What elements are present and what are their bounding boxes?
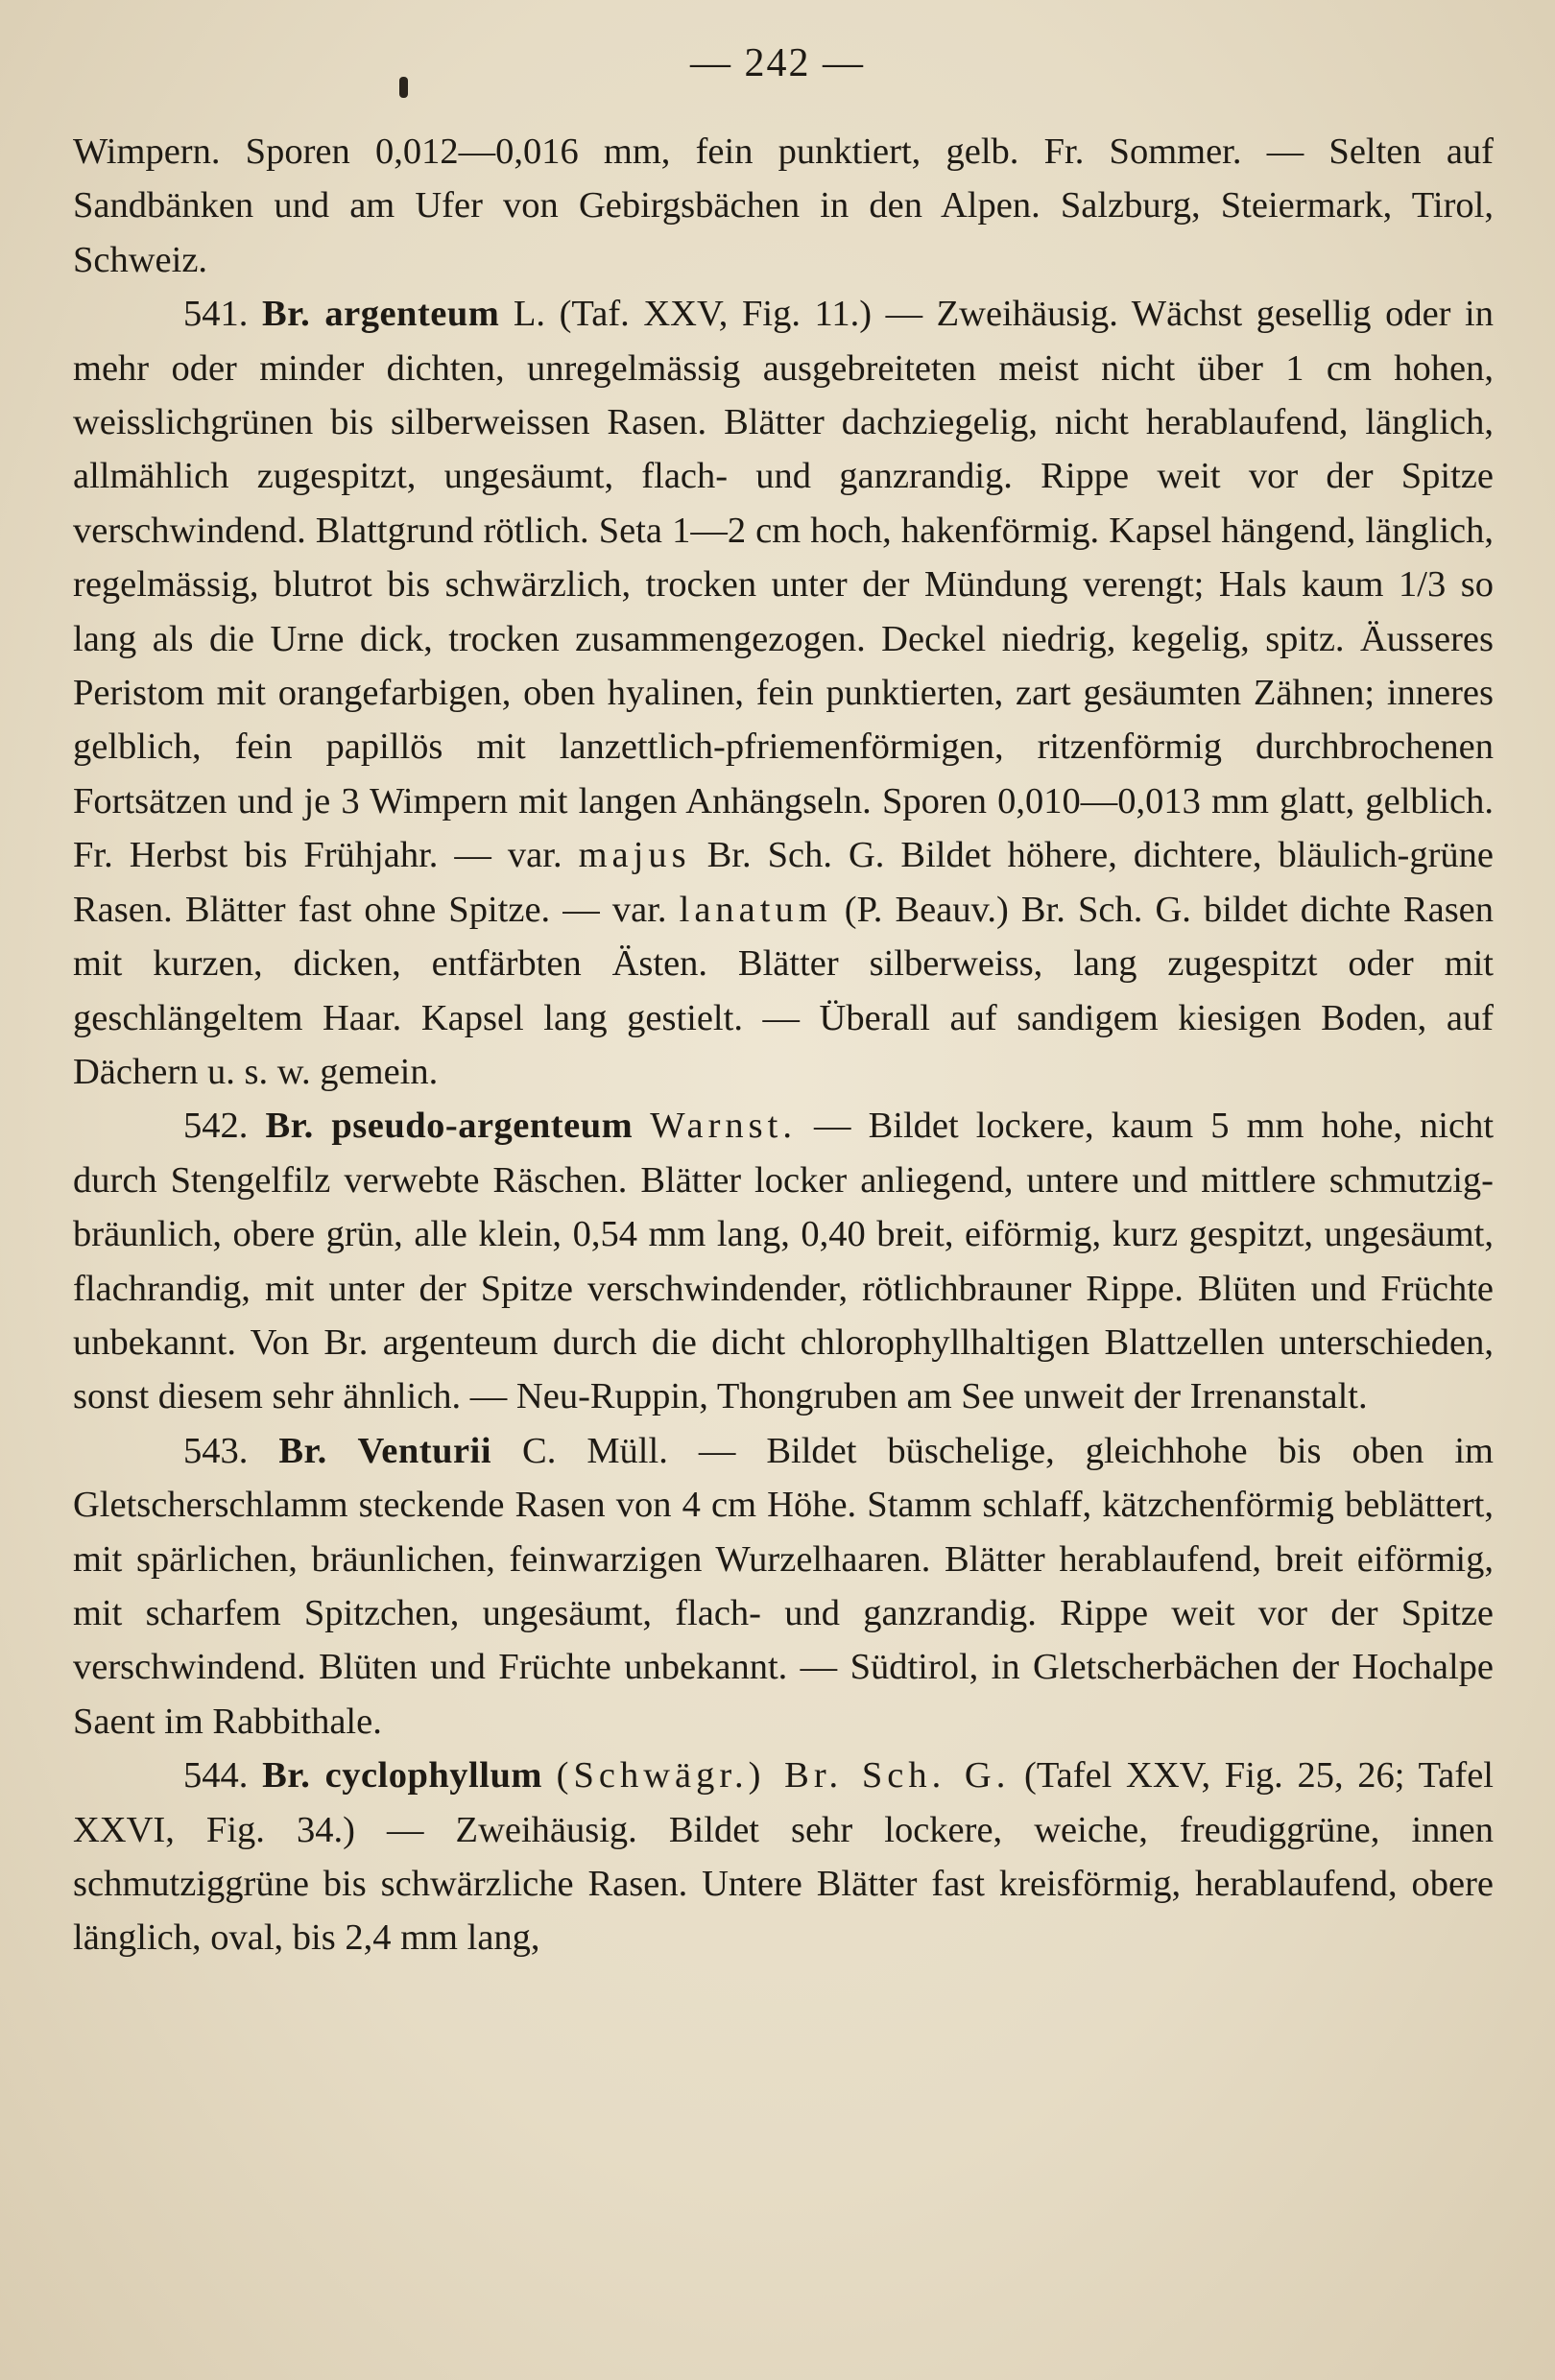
species-name: Br. Venturii bbox=[278, 1430, 492, 1471]
ink-mark bbox=[399, 77, 408, 98]
author-name: Warnst. bbox=[650, 1106, 797, 1147]
entry-number: 543. bbox=[183, 1430, 279, 1471]
entry-number: 544. bbox=[183, 1755, 263, 1797]
entry-543: 543. Br. Venturii C. Müll. — Bildet büschelige, gleichhohe bis oben im Gletscherschlamm steckende Rasen von 4 cm Höhe. Stamm schlaff, kätzchenförmig beblättert, mit spärlichen, bräunlichen, feinwarzigen Wurzelhaaren. Blätter herablaufend, breit eiförmig, mit scharfem Spitzchen, ungesäumt, flach- und ganzrandig. Rippe weit vor der Spitze verschwindend. Blüten und Früchte unbekannt. — Südtirol, in Gletscherbächen der Hochalpe Saent im Rabbithale. bbox=[73, 1430, 1495, 1742]
species-name: Br. argenteum bbox=[261, 294, 500, 335]
entry-number: 541. bbox=[183, 294, 262, 335]
paragraph-continuation: Wimpern. Sporen 0,012—0,016 mm, fein punktiert, gelb. Fr. Sommer. — Selten auf Sandbänken und am Ufer von Gebirgsbächen in den Alpen. Salzburg, Steiermark, Tirol, Schweiz. bbox=[73, 131, 1494, 280]
entry-541: 541. Br. argenteum L. (Taf. XXV, Fig. 11.) — Zweihäusig. Wächst gesellig oder in mehr oder minder dichten, unregelmässig ausgebreiteten meist nicht über 1 cm hohen, weisslichgrünen bis silberweissen Rasen. Blätter dachziegelig, nicht herablaufend, länglich, allmählich zugespitzt, ungesäumt, flach- und ganzrandig. Rippe weit vor der Spitze verschwindend. Blattgrund rötlich. Seta 1—2 cm hoch, hakenförmig. Kapsel hängend, länglich, regelmässig, blutrot bis schwärzlich, trocken unter der Mündung verengt; Hals kaum 1/3 so lang als die Urne dick, trocken zusammengezogen. Deckel niedrig, kegelig, spitz. Äusseres Peristom mit orangefarbigen, oben hyalinen, fein punktierten, zart gesäumten Zähnen; inneres gelblich, fein papillös mit lanzettlich-pfriemenförmigen, ritzenförmig durchbrochenen Fortsätzen und je 3 Wimpern mit langen Anhängseln. Sporen 0,010—0,013 mm glatt, gelblich. Fr. Herbst bis Frühjahr. — var. majus Br. Sch. G. Bildet höhere, dichtere, bläulich-grüne Rasen. Blätter fast ohne Spitze. — var. lanatum (P. Beauv.) Br. Sch. G. bildet dichte Rasen mit kurzen, dicken, entfärbten Ästen. Blätter silberweiss, lang zugespitzt oder mit geschlängeltem Haar. Kapsel lang gestielt. — Überall auf sandigem kiesigen Boden, auf Dächern u. s. w. gemein. bbox=[73, 294, 1495, 1092]
variety-name: majus bbox=[578, 835, 691, 876]
page-text bbox=[73, 125, 1494, 1965]
entry-542: 542. Br. pseudo-argenteum Warnst. — Bildet lockere, kaum 5 mm hohe, nicht durch Stengelfilz verwebte Räschen. Blätter locker anliegend, untere und mittlere schmutzig-bräunlich, obere grün, alle klein, 0,54 mm lang, 0,40 breit, eiförmig, kurz gespitzt, ungesäumt, flachrandig, mit unter der Spitze verschwindender, rötlichbrauner Rippe. Blüten und Früchte unbekannt. Von Br. argenteum durch die dicht chlorophyllhaltigen Blattzellen unterschieden, sonst diesem sehr ähnlich. — Neu-Ruppin, Thongruben am See unweit der Irrenanstalt. bbox=[73, 1106, 1495, 1417]
entry-number: 542. bbox=[183, 1106, 266, 1147]
page-number: — 242 — bbox=[690, 41, 865, 85]
variety-name: lanatum bbox=[679, 889, 832, 930]
fraction: 1/3 bbox=[1399, 564, 1447, 606]
species-name: Br. pseudo-argenteum bbox=[265, 1106, 634, 1147]
entry-544: 544. Br. cyclophyllum (Schwägr.) Br. Sch. G. (Tafel XXV, Fig. 25, 26; Tafel XXVI, Fig. 34.) — Zweihäusig. Bildet sehr lockere, weiche, freudiggrüne, innen schmutziggrüne bis schwärzliche Rasen. Untere Blätter fast kreisförmig, herablaufend, obere länglich, oval, bis 2,4 mm lang, bbox=[73, 1755, 1494, 1959]
species-name: Br. cyclophyllum bbox=[262, 1755, 542, 1797]
author-name: (Schwägr.) Br. Sch. G. bbox=[556, 1755, 1011, 1797]
